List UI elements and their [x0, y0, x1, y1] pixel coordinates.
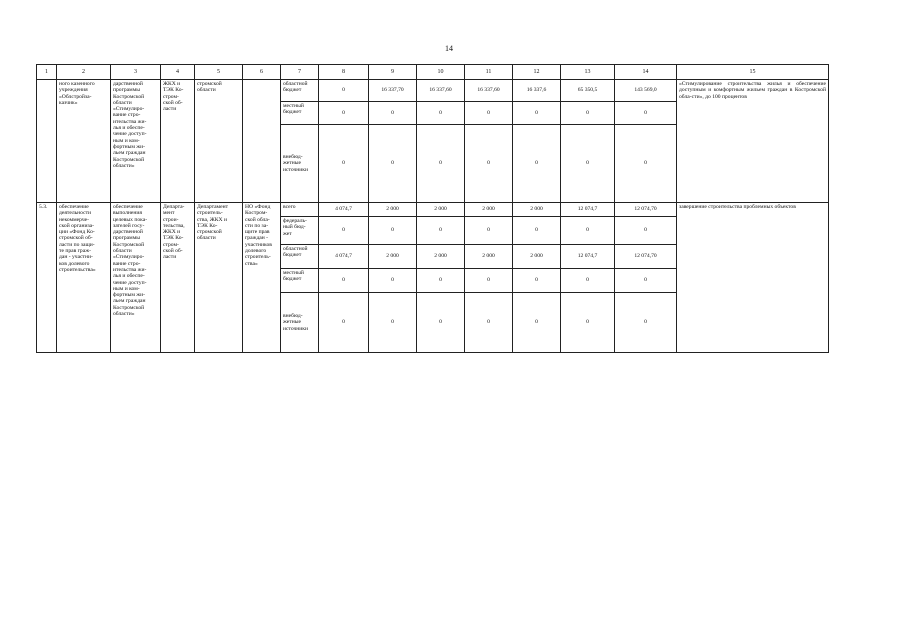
table-row: [37, 203, 829, 217]
header-cell: 8: [319, 65, 369, 80]
value-cell: 2 000: [417, 245, 465, 269]
header-cell: 11: [465, 65, 513, 80]
header-cell: 12: [513, 65, 561, 80]
value-cell: 16 337,60: [417, 80, 465, 102]
value-cell: 0: [319, 217, 369, 245]
item-coordinator: ЖКХ и ТЭК Ко- стром- ской об- ласти: [161, 80, 195, 203]
expected-result: «Стимулирование строительства жилья и обеспечение доступным и комфортным жильем граждан в Костромской обла-сти», до 100 процентов: [677, 80, 829, 203]
header-cell: 10: [417, 65, 465, 80]
value-cell: 16 337,6: [513, 80, 561, 102]
value-cell: 0: [561, 269, 615, 293]
header-cell: 13: [561, 65, 615, 80]
header-cell: 5: [195, 65, 243, 80]
item-name: ного казенного учреждения «Облстройза- казчик»: [57, 80, 111, 203]
value-cell: 16 337,60: [465, 80, 513, 102]
value-cell: 0: [417, 125, 465, 203]
value-cell: 0: [417, 293, 465, 353]
value-cell: 12 074,70: [615, 203, 677, 217]
funding-source: местный бюджет: [281, 102, 319, 125]
value-cell: 0: [369, 293, 417, 353]
header-cell: 6: [243, 65, 281, 80]
value-cell: 0: [465, 269, 513, 293]
item-responsible: Департамент строитель- ства, ЖКХ и ТЭК Ко- стромской области: [195, 203, 243, 353]
value-cell: 0: [465, 293, 513, 353]
value-cell: 0: [319, 102, 369, 125]
value-cell: 0: [561, 102, 615, 125]
value-cell: 0: [513, 217, 561, 245]
value-cell: 0: [417, 102, 465, 125]
value-cell: 0: [513, 293, 561, 353]
program-table: [36, 64, 829, 353]
funding-source: внебюд- жетные источники: [281, 293, 319, 353]
value-cell: 0: [615, 217, 677, 245]
value-cell: 2 000: [465, 245, 513, 269]
value-cell: 0: [561, 217, 615, 245]
page-number: 14: [445, 44, 453, 53]
item-purpose: обеспечение выполнения целевых пока- зателей госу- дарственной программы Костромской области «Стимулиро- вание стро- ительства жи- лья и обеспе- чение доступ- ным и ком- фортным жи- льем граждан Костромской области»: [111, 203, 161, 353]
item-number: [37, 80, 57, 203]
value-cell: 4 074,7: [319, 245, 369, 269]
value-cell: 0: [615, 269, 677, 293]
value-cell: 0: [513, 269, 561, 293]
item-purpose: дарственной программы Костромской области «Стимулиро- вание стро- ительства жи- лья и обеспе- чение доступ- ным и ком- фортным жи- льем граждан Костромской области»: [111, 80, 161, 203]
value-cell: 0: [369, 102, 417, 125]
value-cell: 0: [615, 102, 677, 125]
header-cell: 9: [369, 65, 417, 80]
value-cell: 16 337,70: [369, 80, 417, 102]
header-cell: 15: [677, 65, 829, 80]
value-cell: 12 074,70: [615, 245, 677, 269]
header-cell: 7: [281, 65, 319, 80]
value-cell: 2 000: [465, 203, 513, 217]
value-cell: 0: [513, 102, 561, 125]
value-cell: 0: [465, 217, 513, 245]
value-cell: 0: [369, 269, 417, 293]
value-cell: 0: [417, 217, 465, 245]
value-cell: 0: [615, 293, 677, 353]
funding-source: внебюд- жетные источники: [281, 125, 319, 203]
value-cell: 0: [319, 80, 369, 102]
table-row: [37, 80, 829, 102]
header-cell: 2: [57, 65, 111, 80]
value-cell: 2 000: [369, 245, 417, 269]
item-name: обеспечение деятельности некоммерче- ской организа- ции «Фонд Ко- стромской об- ласти по защи- те прав граж- дан - участни- ков долевого строительства»: [57, 203, 111, 353]
value-cell: 0: [513, 125, 561, 203]
item-coordinator: Департа- мент строи- тельства, ЖКХ и ТЭК Ко- стром- ской об- ласти: [161, 203, 195, 353]
value-cell: 2 000: [417, 203, 465, 217]
funding-source: федераль- ный бюд- жет: [281, 217, 319, 245]
expected-result: завершение строительства проблемных объектов: [677, 203, 829, 353]
value-cell: 0: [561, 293, 615, 353]
value-cell: 0: [319, 293, 369, 353]
value-cell: 0: [615, 125, 677, 203]
value-cell: 143 569,0: [615, 80, 677, 102]
value-cell: 0: [369, 125, 417, 203]
value-cell: 12 074,7: [561, 245, 615, 269]
item-executor: [243, 80, 281, 203]
value-cell: 0: [561, 125, 615, 203]
funding-source: местный бюджет: [281, 269, 319, 293]
header-row: [37, 65, 829, 80]
item-responsible: стромской области: [195, 80, 243, 203]
funding-source: областной бюджет: [281, 245, 319, 269]
value-cell: 0: [465, 102, 513, 125]
header-cell: 1: [37, 65, 57, 80]
funding-source: областной бюджет: [281, 80, 319, 102]
header-cell: 4: [161, 65, 195, 80]
value-cell: 0: [369, 217, 417, 245]
item-executor: НО «Фонд Костром- ской обла- сти по за- щите прав граждан - участников долевого строитель- ства»: [243, 203, 281, 353]
header-cell: 14: [615, 65, 677, 80]
value-cell: 2 000: [513, 203, 561, 217]
value-cell: 2 000: [369, 203, 417, 217]
value-cell: 12 074,7: [561, 203, 615, 217]
header-cell: 3: [111, 65, 161, 80]
value-cell: 0: [417, 269, 465, 293]
value-cell: 0: [465, 125, 513, 203]
value-cell: 0: [319, 125, 369, 203]
funding-source: всего: [281, 203, 319, 217]
value-cell: 4 074,7: [319, 203, 369, 217]
value-cell: 0: [319, 269, 369, 293]
value-cell: 65 350,5: [561, 80, 615, 102]
item-number: 5.3.: [37, 203, 57, 353]
value-cell: 2 000: [513, 245, 561, 269]
